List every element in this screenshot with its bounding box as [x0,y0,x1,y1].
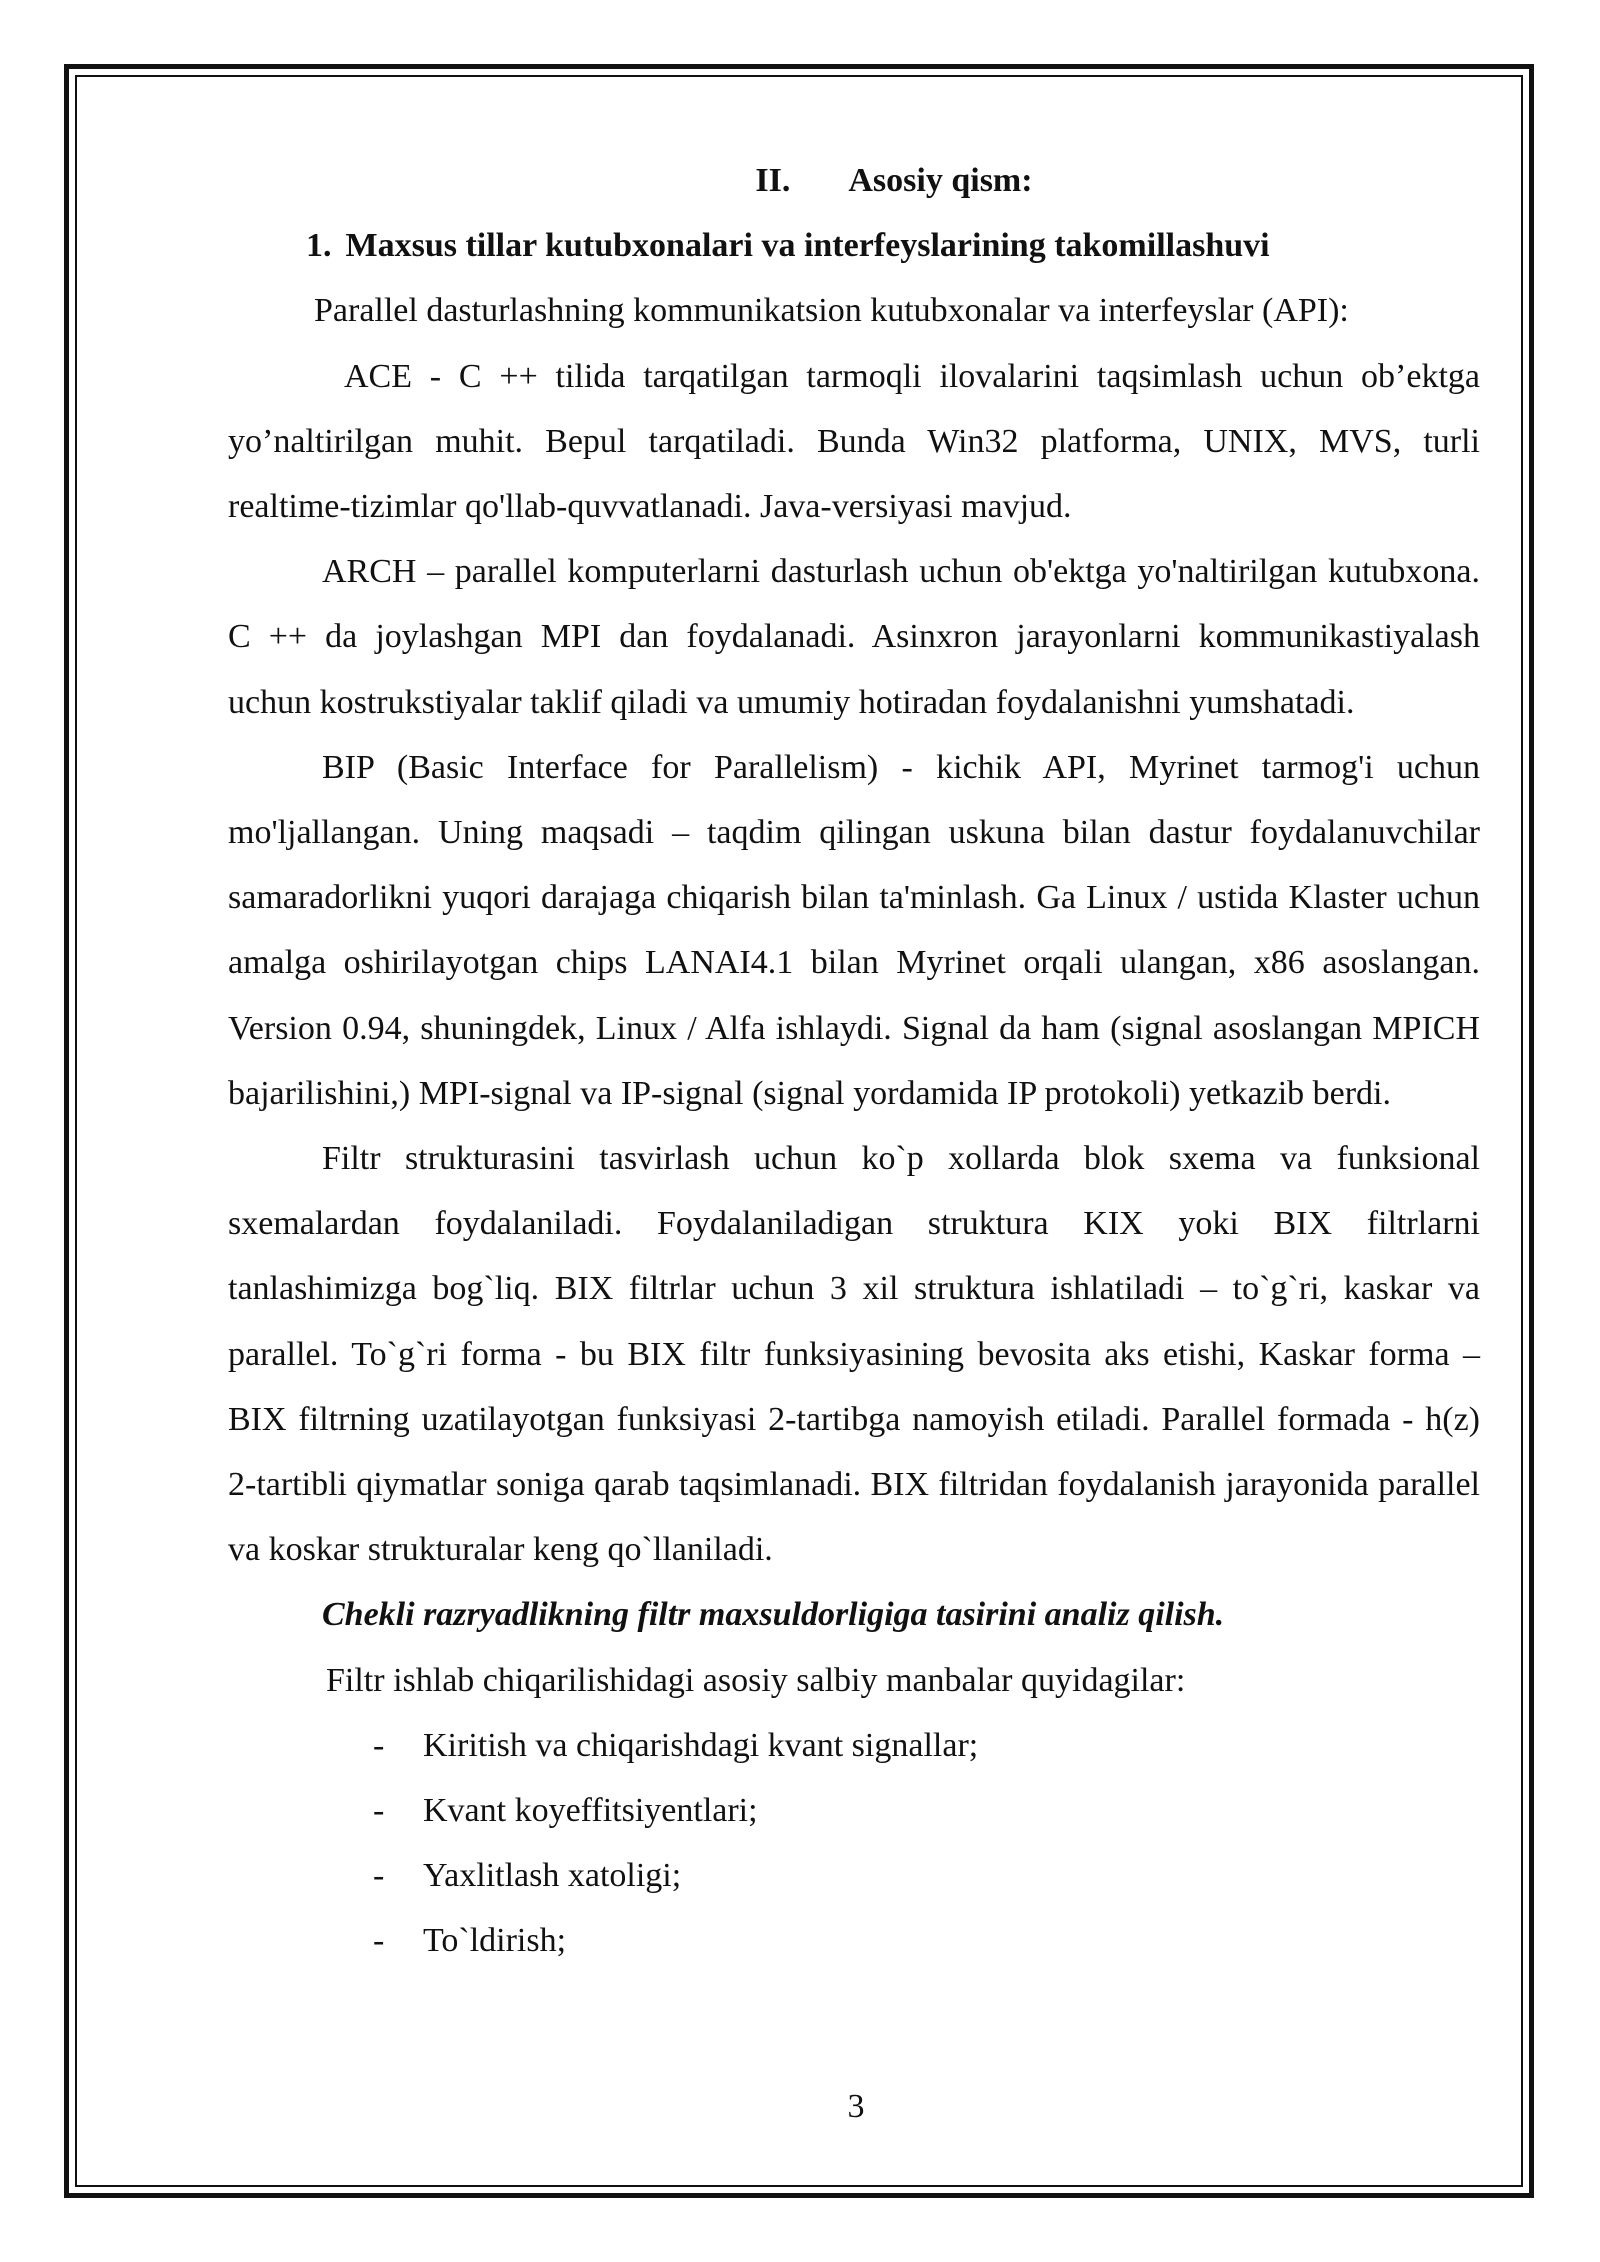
document-body [228,148,1480,1974]
list-item-text: Yaxlitlash xatoligi; [423,1857,682,1895]
list-item [228,1778,1480,1843]
list-item-text: To`ldirish; [423,1922,567,1960]
section-number: II. [755,162,791,199]
paragraph-bip: BIP (Basic Interface for Parallelism) - kichik API, Myrinet tarmog'i uchun mo'ljallangan. Uning maqsadi – taqdim qilingan uskuna bilan dastur foydalanuvchilar samaradorlikni yuqori darajaga chiqarish bilan ta'minlash. Ga Linux / ustida Klaster uchun amalga oshirilayotgan chips LANAI4.1 bilan Myrinet orqali ulangan, x86 asoslangan. Version 0.94, shuningdek, Linux / Alfa ishlaydi. Signal da ham (signal asoslangan MPICH bajarilishini,) MPI-signal va IP-signal (signal yordamida IP protokoli) yetkazib berdi. [228,748,1480,1112]
list-item [228,1843,1480,1908]
paragraph-arch: ARCH – parallel komputerlarni dasturlash uchun ob'ektga yo'naltirilgan kutubxona. C ++ da joylashgan MPI dan foydalanadi. Asinxron jarayonlarni kommunikastiyalash uchun kostrukstiyalar taklif qiladi va umumiy hotiradan foydalanishni yumshatadi. [228,553,1480,721]
error-sources-list [228,1713,1480,1974]
page-number: 3 [847,2088,865,2125]
subsection-number: 1. [306,227,332,265]
intro-paragraph: Parallel dasturlashning kommunikatsion kutubxonalar va interfeyslar (API): [314,292,1349,330]
paragraph-ace: ACE - C ++ tilida tarqatilgan tarmoqli ilovalarini taqsimlash uchun ob’ektga yo’naltirilgan muhit. Bepul tarqatiladi. Bunda Win32 platforma, UNIX, MVS, turli realtime-tizimlar qo'llab-quvvatlanadi. Java-versiyasi mavjud. [228,357,1480,526]
list-item-text: Kvant koyeffitsiyentlari; [423,1792,758,1830]
list-item [228,1713,1480,1778]
subsection-heading [228,213,1480,278]
list-item-text: Kiritish va chiqarishdagi kvant signallar; [423,1726,979,1764]
list-dash: - [373,1792,385,1830]
list-dash: - [373,1922,385,1960]
list-item [228,1908,1480,1973]
subsection-title: Maxsus tillar kutubxonalari va interfeyslarining takomillashuvi [345,227,1270,265]
list-dash: - [373,1726,385,1764]
section-title: Asosiy qism: [848,162,1033,199]
paragraph-filter-structure: Filtr strukturasini tasvirlash uchun ko`p xollarda blok sxema va funksional sxemalardan foydalaniladi. Foydalaniladigan struktura KIX yoki BIX filtrlarni tanlashimizga bog`liq. BIX filtrlar uchun 3 xil struktura ishlatiladi – to`g`ri, kaskar va parallel. To`g`ri forma - bu BIX filtr funksiyasining bevosita aks etishi, Kaskar forma – BIX filtrning uzatilayotgan funksiyasi 2-tartibga namoyish etiladi. Parallel formada - h(z) 2-tartibli qiymatlar soniga qarab taqsimlanadi. BIX filtridan foydalanish jarayonida parallel va koskar strukturalar keng qo`llaniladi. [228,1140,1480,1569]
list-lead: Filtr ishlab chiqarilishidagi asosiy salbiy manbalar quyidagilar: [326,1661,1186,1699]
section-heading [228,148,1480,213]
list-dash: - [373,1857,385,1895]
italic-subheading: Chekli razryadlikning filtr maxsuldorligiga tasirini analiz qilish. [322,1596,1225,1634]
